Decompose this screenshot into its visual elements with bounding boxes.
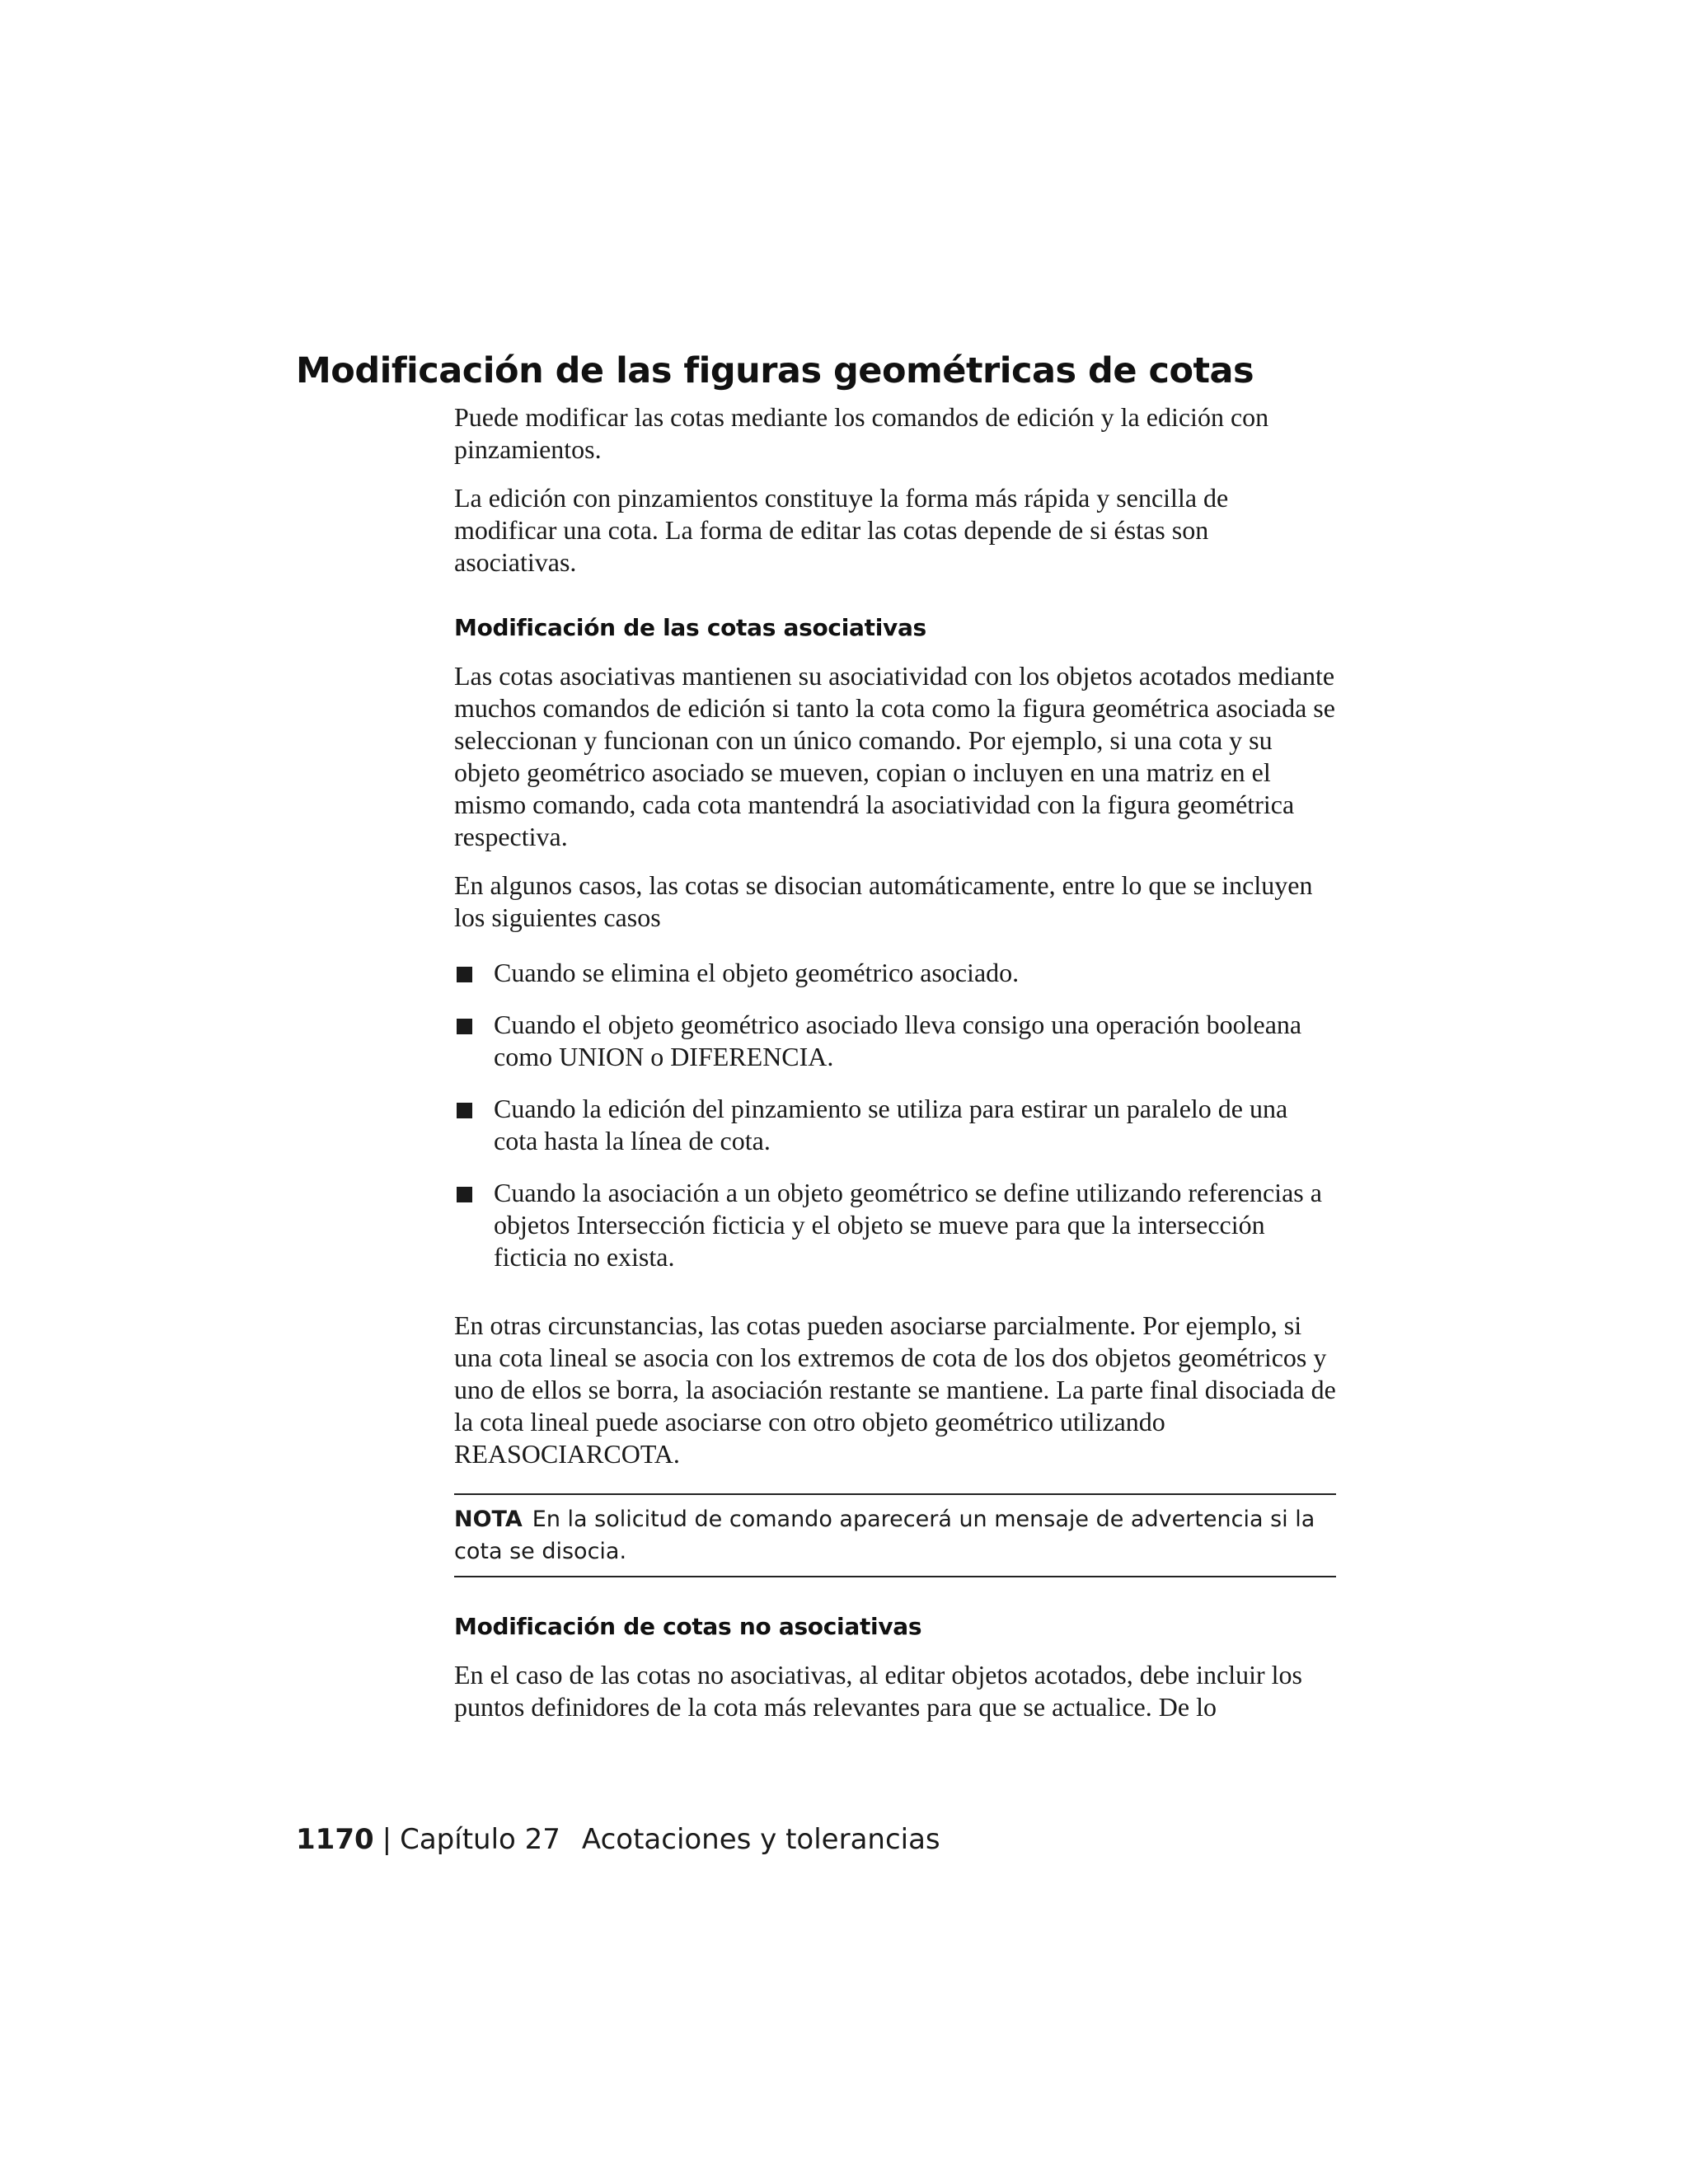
square-bullet-icon <box>457 1187 472 1202</box>
list-item <box>454 957 1336 989</box>
list-item <box>454 1009 1336 1073</box>
list-item-text: Cuando el objeto geométrico asociado lleva consigo una operación booleana como UNION o DIFERENCIA. <box>494 1010 1302 1071</box>
associative-paragraph-2: En algunos casos, las cotas se disocian automáticamente, entre lo que se incluyen los siguientes casos <box>454 870 1313 932</box>
square-bullet-icon <box>457 1103 472 1118</box>
intro-paragraph-2: La edición con pinzamientos constituye la forma más rápida y sencilla de modificar una cota. La forma de editar las cotas depende de si éstas son asociativas. <box>454 483 1229 577</box>
nonassociative-paragraph: En el caso de las cotas no asociativas, al editar objetos acotados, debe incluir los puntos definidores de la cota más relevantes para que se actualice. De lo <box>454 1660 1302 1722</box>
square-bullet-icon <box>457 967 472 982</box>
list-item-text: Cuando se elimina el objeto geométrico asociado. <box>494 958 1020 987</box>
list-item <box>454 1093 1336 1157</box>
section-heading-nonassociative: Modificación de cotas no asociativas <box>454 1613 922 1640</box>
section-heading-associative: Modificación de las cotas asociativas <box>454 614 926 641</box>
note-text: En la solicitud de comando aparecerá un mensaje de advertencia si la cota se disocia. <box>454 1507 1315 1564</box>
note-label: NOTA <box>454 1507 523 1532</box>
body-column <box>454 401 1336 1740</box>
list-item <box>454 1177 1336 1273</box>
associative-paragraph-1: Las cotas asociativas mantienen su asociatividad con los objetos acotados mediante muchos comandos de edición si tanto la cota como la figura geométrica asociada se seleccionan y funcionan con un único comando. Por ejemplo, si una cota y su objeto geométrico asociado se mueven, copian o incluyen en una matriz en el mismo comando, cada cota mantendrá la asociatividad con la figura geométrica respectiva. <box>454 661 1335 851</box>
footer-chapter-title: Acotaciones y tolerancias <box>581 1823 940 1856</box>
disassociation-cases-list <box>454 957 1336 1273</box>
note-box <box>454 1493 1336 1577</box>
partial-association-paragraph: En otras circunstancias, las cotas pueden asociarse parcialmente. Por ejemplo, si una cota lineal se asocia con los extremos de cota de los dos objetos geométricos y uno de ellos se borra, la asociación restante se mantiene. La parte final disociada de la cota lineal puede asociarse con otro objeto geométrico utilizando REASOCIARCOTA. <box>454 1310 1336 1469</box>
square-bullet-icon <box>457 1019 472 1034</box>
list-item-text: Cuando la asociación a un objeto geométrico se define utilizando referencias a objetos Intersección ficticia y el objeto se mueve para que la intersección ficticia no exista. <box>494 1178 1322 1272</box>
page-footer <box>296 1820 940 1859</box>
intro-paragraph-1: Puede modificar las cotas mediante los comandos de edición y la edición con pinzamientos. <box>454 402 1269 464</box>
list-item-text: Cuando la edición del pinzamiento se utiliza para estirar un paralelo de una cota hasta la línea de cota. <box>494 1094 1288 1155</box>
footer-chapter: Capítulo 27 <box>400 1823 560 1856</box>
page-number: 1170 <box>296 1823 374 1856</box>
footer-separator: | <box>382 1823 392 1856</box>
page-title: Modificación de las figuras geométricas de cotas <box>296 350 1254 391</box>
